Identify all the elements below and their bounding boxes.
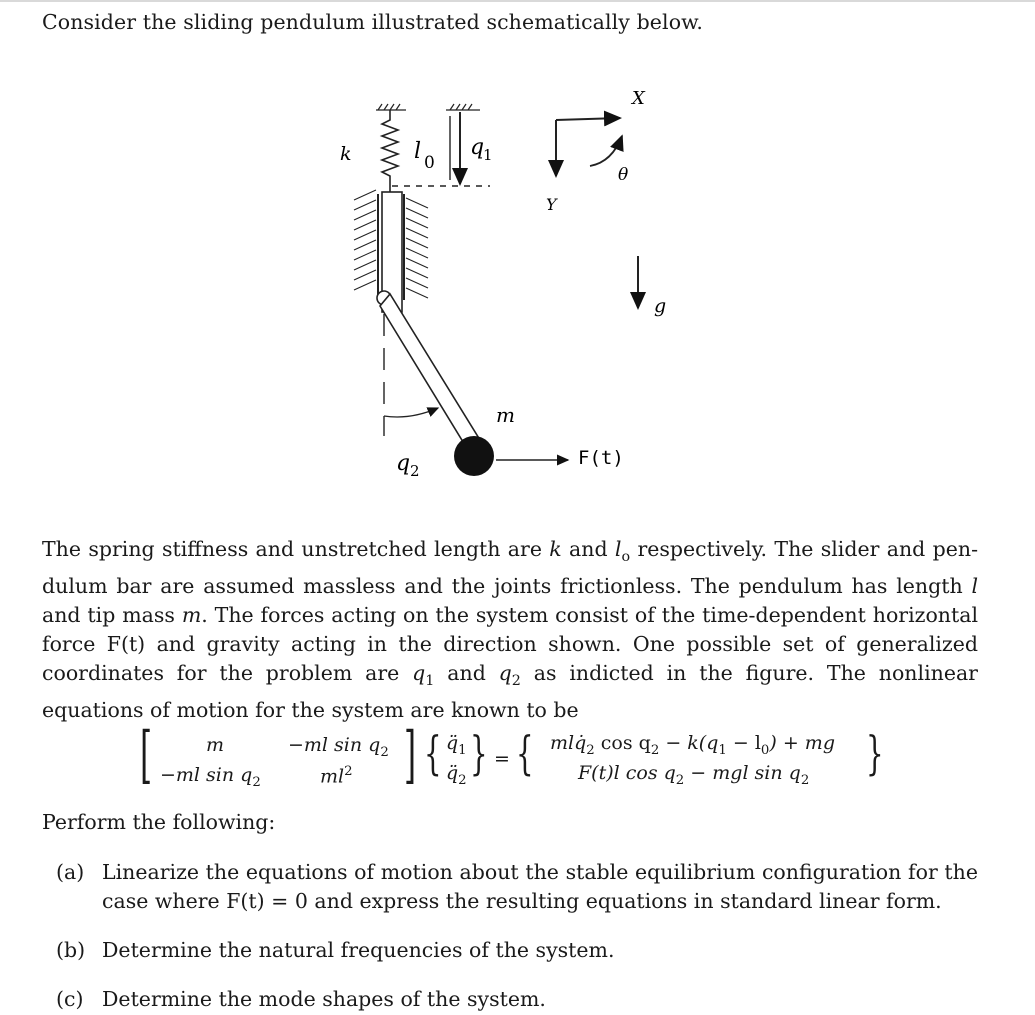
description-paragraph: The spring stiffness and unstretched length are k and $l_o$ respectively. The slider and pen-dulum bar are assumed massless and the joints frictionless. The pendulum has length l and tip mass m. The forces acting on the system consist of the time-dependent horizontal force F(t) and gravity acting in the direction shown. One possible set of generalized coordinates for the problem are $q_1$ and $q_2$ as indicted in the figure. The nonlinear equations of motion for the system are known to be bbox=[42, 537, 979, 723]
q2-angle-arc bbox=[384, 408, 438, 417]
matrix-m21: −ml $\sin q_2$ bbox=[160, 764, 261, 790]
x-axis-arrow bbox=[556, 118, 620, 120]
vector-q1ddot: $q̈_1$ bbox=[446, 732, 467, 758]
task-b-text: Determine the natural frequencies of the system. bbox=[102, 938, 615, 962]
top-border bbox=[0, 0, 1035, 2]
label-q1-sub: 1 bbox=[483, 146, 493, 164]
label-Y: Y bbox=[546, 195, 557, 214]
task-c-label: (c) bbox=[56, 987, 84, 1011]
task-b bbox=[56, 936, 978, 965]
pendulum-bar bbox=[380, 294, 480, 450]
label-q1: q bbox=[470, 135, 485, 160]
equals-sign: = bbox=[494, 748, 510, 770]
task-a-text: Linearize the equations of motion about the stable equilibrium configuration for the case where F(t) = 0 and express the resulting equations in standard linear form. bbox=[102, 860, 978, 913]
rhs-row-1: $mlq̇_2$ $\cos q_2 - k(q_1 - l_0)$ + mg bbox=[550, 732, 835, 758]
matrix-left-bracket: [ bbox=[140, 718, 153, 791]
label-g: g bbox=[654, 295, 667, 317]
rhs-row-2: F(t)l $\cos q_2$ − mgl $\sin q_2$ bbox=[578, 762, 810, 788]
vector-left-brace: { bbox=[424, 726, 442, 780]
label-l0: l bbox=[414, 139, 422, 164]
slider-guide-left bbox=[354, 190, 378, 300]
q1-ground-hatch bbox=[446, 104, 480, 110]
vector-right-brace: } bbox=[470, 726, 488, 780]
sliding-pendulum-figure bbox=[320, 80, 720, 480]
theta-arrow bbox=[590, 136, 622, 166]
task-a bbox=[56, 858, 978, 913]
equations-of-motion bbox=[140, 718, 900, 796]
task-b-label: (b) bbox=[56, 938, 86, 962]
label-q2: q bbox=[396, 451, 411, 476]
label-F: F(t) bbox=[578, 447, 624, 469]
matrix-m11: m bbox=[206, 734, 225, 756]
spring-ground-hatch bbox=[376, 104, 406, 110]
vector-q2ddot: $q̈_2$ bbox=[446, 762, 467, 788]
label-m: m bbox=[496, 403, 515, 427]
label-k: k bbox=[340, 143, 352, 165]
slider-guide-right bbox=[404, 194, 428, 300]
matrix-right-bracket: ] bbox=[404, 718, 417, 791]
rhs-left-brace: { bbox=[516, 726, 534, 780]
label-l0-sub: 0 bbox=[424, 153, 435, 173]
rhs-right-brace: } bbox=[866, 726, 884, 780]
label-X: X bbox=[632, 88, 645, 109]
task-c bbox=[56, 985, 978, 1014]
matrix-m22: $ml^2$ bbox=[320, 764, 353, 788]
pendulum-bob bbox=[454, 436, 494, 476]
label-q2-sub: 2 bbox=[410, 462, 420, 480]
spring bbox=[382, 110, 398, 192]
perform-heading: Perform the following: bbox=[42, 810, 276, 834]
label-theta: θ bbox=[618, 165, 629, 185]
task-c-text: Determine the mode shapes of the system. bbox=[102, 987, 546, 1011]
intro-sentence: Consider the sliding pendulum illustrated schematically below. bbox=[42, 10, 703, 34]
matrix-m12: −ml $\sin q_2$ bbox=[288, 734, 389, 760]
task-a-label: (a) bbox=[56, 860, 85, 884]
